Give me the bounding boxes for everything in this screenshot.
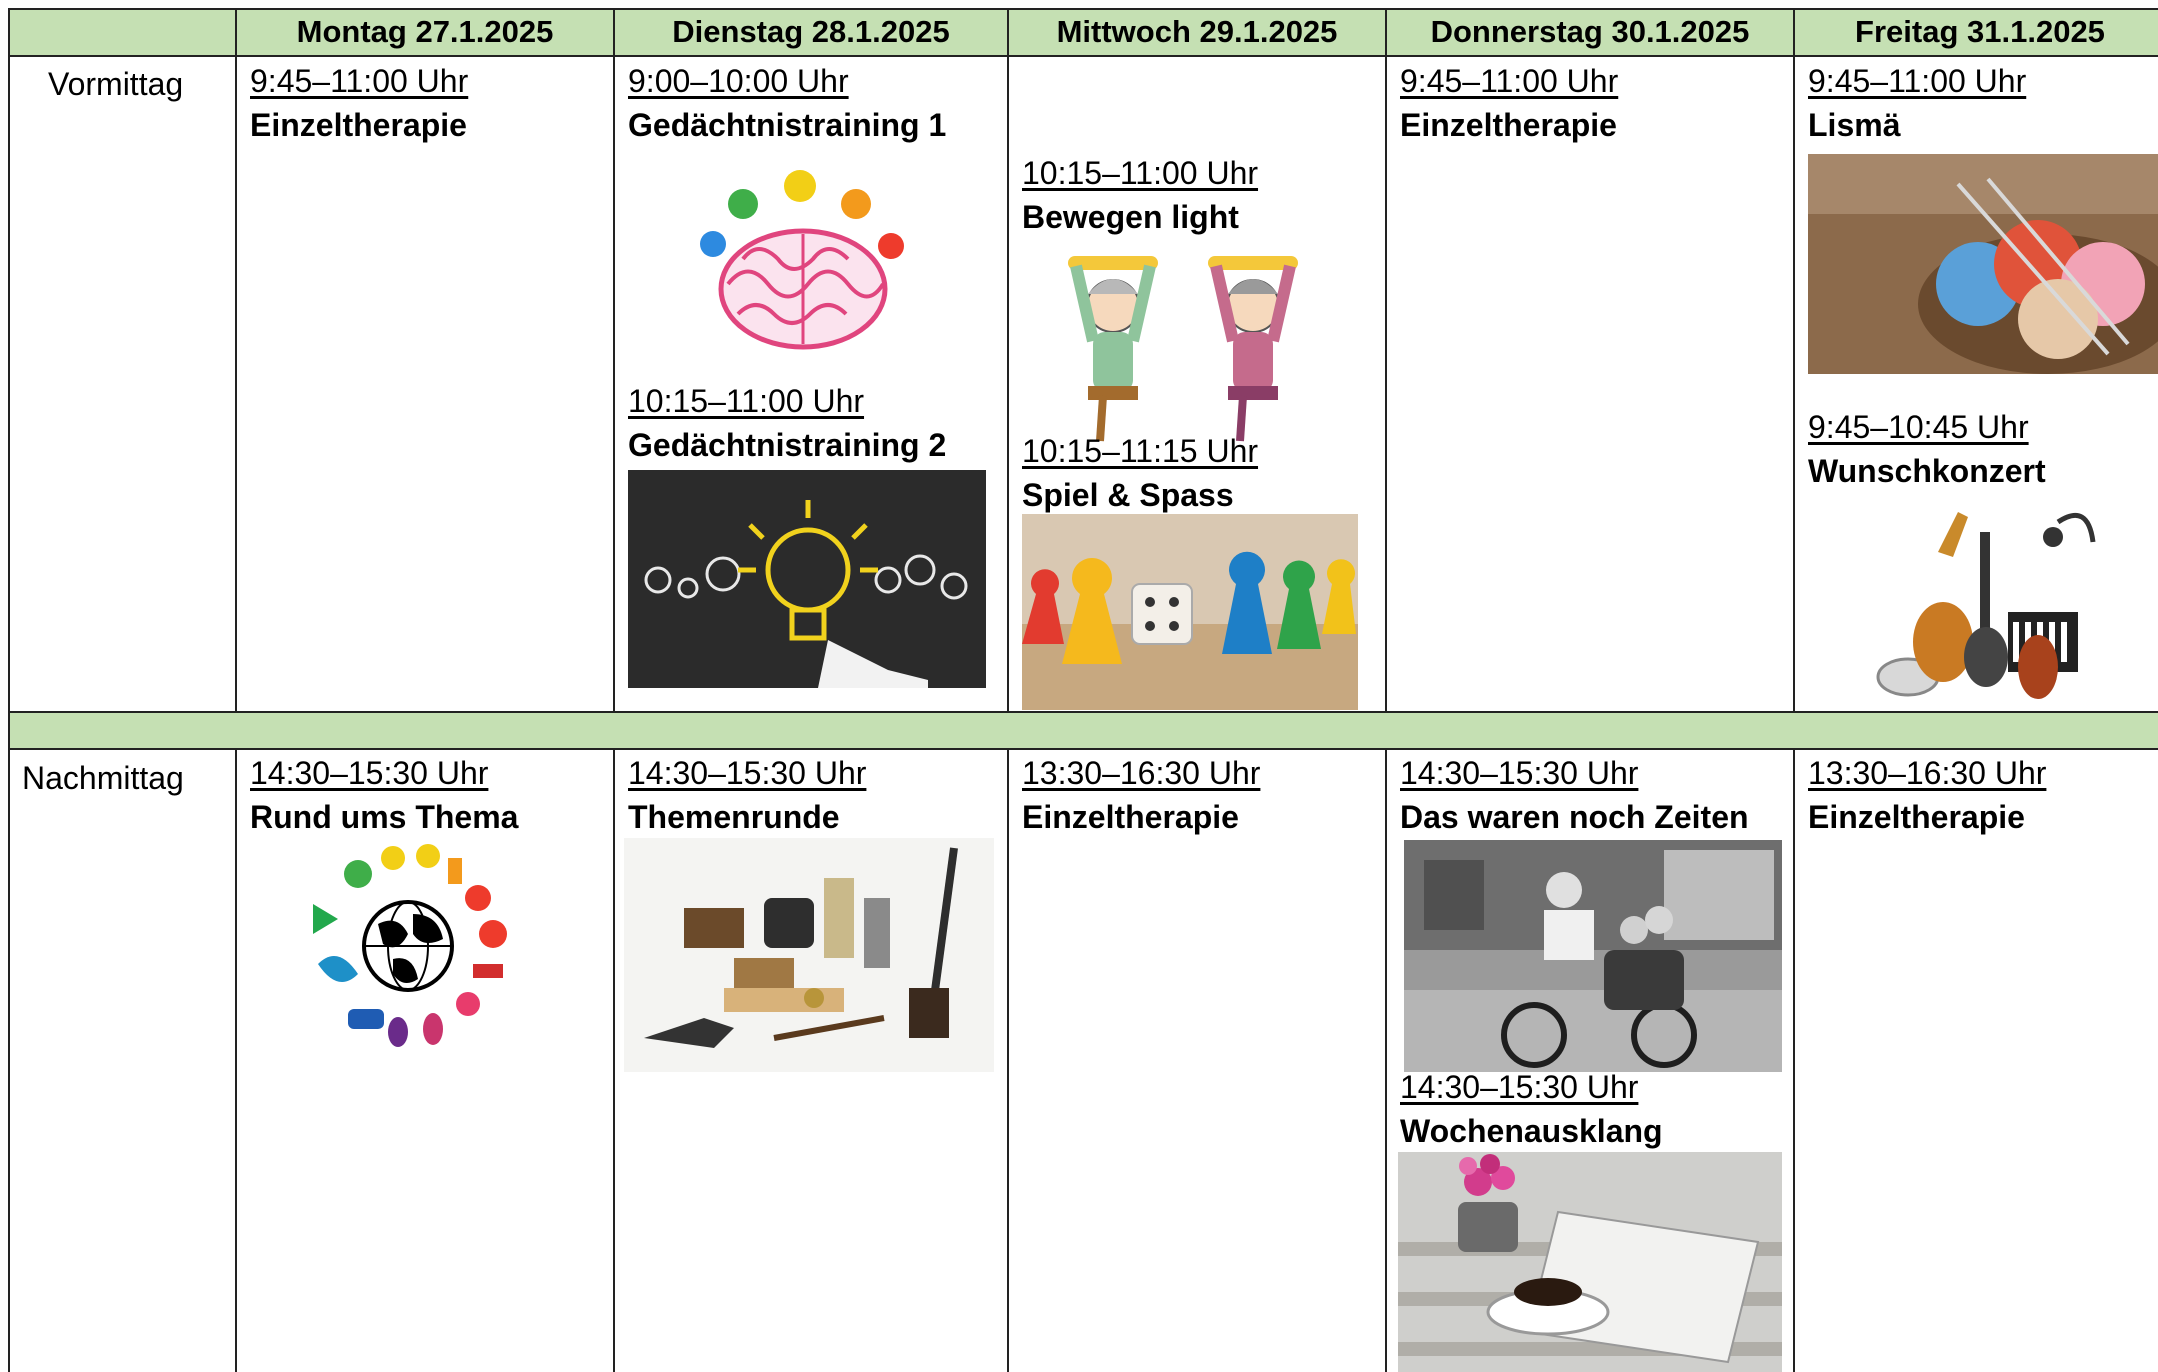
grid-line [1793, 748, 1795, 1372]
day-header-wednesday: Mittwoch 29.1.2025 [1056, 13, 1338, 49]
globe-objects-icon [298, 844, 518, 1048]
event-thursday-morning [1400, 60, 1770, 148]
row-label-morning: Vormittag [48, 66, 184, 102]
event-title: Rund ums Thema [250, 799, 519, 835]
event-tuesday-morning-1 [628, 60, 998, 148]
grid-line [8, 55, 2158, 57]
event-wednesday-morning-2 [1022, 430, 1392, 518]
yarn-basket-icon [1808, 154, 2158, 374]
event-title: Einzeltherapie [1022, 799, 1239, 835]
grid-line [8, 8, 2158, 10]
event-title: Spiel & Spass [1022, 477, 1234, 513]
event-title: Gedächtnistraining 1 [628, 107, 947, 143]
event-title: Das waren noch Zeiten [1400, 799, 1749, 835]
event-title: Einzeltherapie [250, 107, 467, 143]
row-label-afternoon: Nachmittag [22, 760, 184, 796]
weekly-schedule-table [8, 8, 2158, 1372]
brain-lightbulbs-icon [688, 164, 918, 360]
grid-line [1007, 8, 1009, 712]
grid-line [235, 8, 237, 712]
grid-line [1385, 748, 1387, 1372]
event-time: 13:30–16:30 Uhr [1022, 755, 1261, 791]
grid-line [8, 8, 10, 1372]
event-title: Gedächtnistraining 2 [628, 427, 947, 463]
event-friday-morning-1 [1808, 60, 2158, 148]
event-title: Lismä [1808, 107, 1901, 143]
event-time: 9:45–11:00 Uhr [1808, 63, 2027, 99]
grid-line [1007, 748, 1009, 1372]
event-thursday-afternoon-2 [1400, 1066, 1770, 1154]
event-time: 13:30–16:30 Uhr [1808, 755, 2047, 791]
event-monday-afternoon [250, 752, 620, 840]
event-time: 14:30–15:30 Uhr [628, 755, 867, 791]
event-friday-morning-2 [1808, 406, 2158, 494]
event-tuesday-morning-2 [628, 380, 998, 468]
event-monday-morning [250, 60, 620, 148]
music-instruments-icon [1868, 492, 2098, 702]
event-time: 9:00–10:00 Uhr [628, 63, 849, 99]
day-header-tuesday: Dienstag 28.1.2025 [672, 13, 950, 49]
event-title: Bewegen light [1022, 199, 1239, 235]
grid-line [8, 748, 2158, 750]
event-time: 10:15–11:00 Uhr [628, 383, 865, 419]
event-title: Themenrunde [628, 799, 840, 835]
event-wednesday-afternoon [1022, 752, 1392, 840]
day-header-monday: Montag 27.1.2025 [296, 13, 554, 49]
chalkboard-lightbulb-icon [628, 470, 986, 688]
day-header-thursday: Donnerstag 30.1.2025 [1430, 13, 1750, 49]
board-game-pieces-icon [1022, 514, 1358, 710]
grid-line [613, 748, 615, 1372]
event-thursday-afternoon-1 [1400, 752, 1770, 840]
event-time: 9:45–11:00 Uhr [1400, 63, 1619, 99]
grid-line [1793, 8, 1795, 712]
grid-line [8, 711, 2158, 713]
seniors-exercising-icon [1048, 246, 1328, 446]
separator-band [8, 712, 2158, 748]
event-title: Wunschkonzert [1808, 453, 2046, 489]
grid-line [1385, 8, 1387, 712]
event-tuesday-afternoon [628, 752, 998, 840]
event-time: 9:45–11:00 Uhr [250, 63, 469, 99]
old-tools-icon [624, 838, 994, 1072]
coffee-magazine-icon [1398, 1152, 1782, 1372]
event-friday-afternoon [1808, 752, 2158, 840]
event-title: Einzeltherapie [1808, 799, 2025, 835]
event-time: 9:45–10:45 Uhr [1808, 409, 2029, 445]
event-title: Einzeltherapie [1400, 107, 1617, 143]
day-header-friday: Freitag 31.1.2025 [1855, 13, 2105, 49]
event-time: 14:30–15:30 Uhr [1400, 755, 1639, 791]
event-wednesday-morning-1 [1022, 152, 1392, 240]
event-time: 10:15–11:00 Uhr [1022, 155, 1259, 191]
grid-line [235, 748, 237, 1372]
event-time: 14:30–15:30 Uhr [1400, 1069, 1639, 1105]
event-time: 10:15–11:15 Uhr [1022, 433, 1259, 469]
vintage-photo-icon [1404, 840, 1782, 1072]
event-time: 14:30–15:30 Uhr [250, 755, 489, 791]
event-title: Wochenausklang [1400, 1113, 1663, 1149]
